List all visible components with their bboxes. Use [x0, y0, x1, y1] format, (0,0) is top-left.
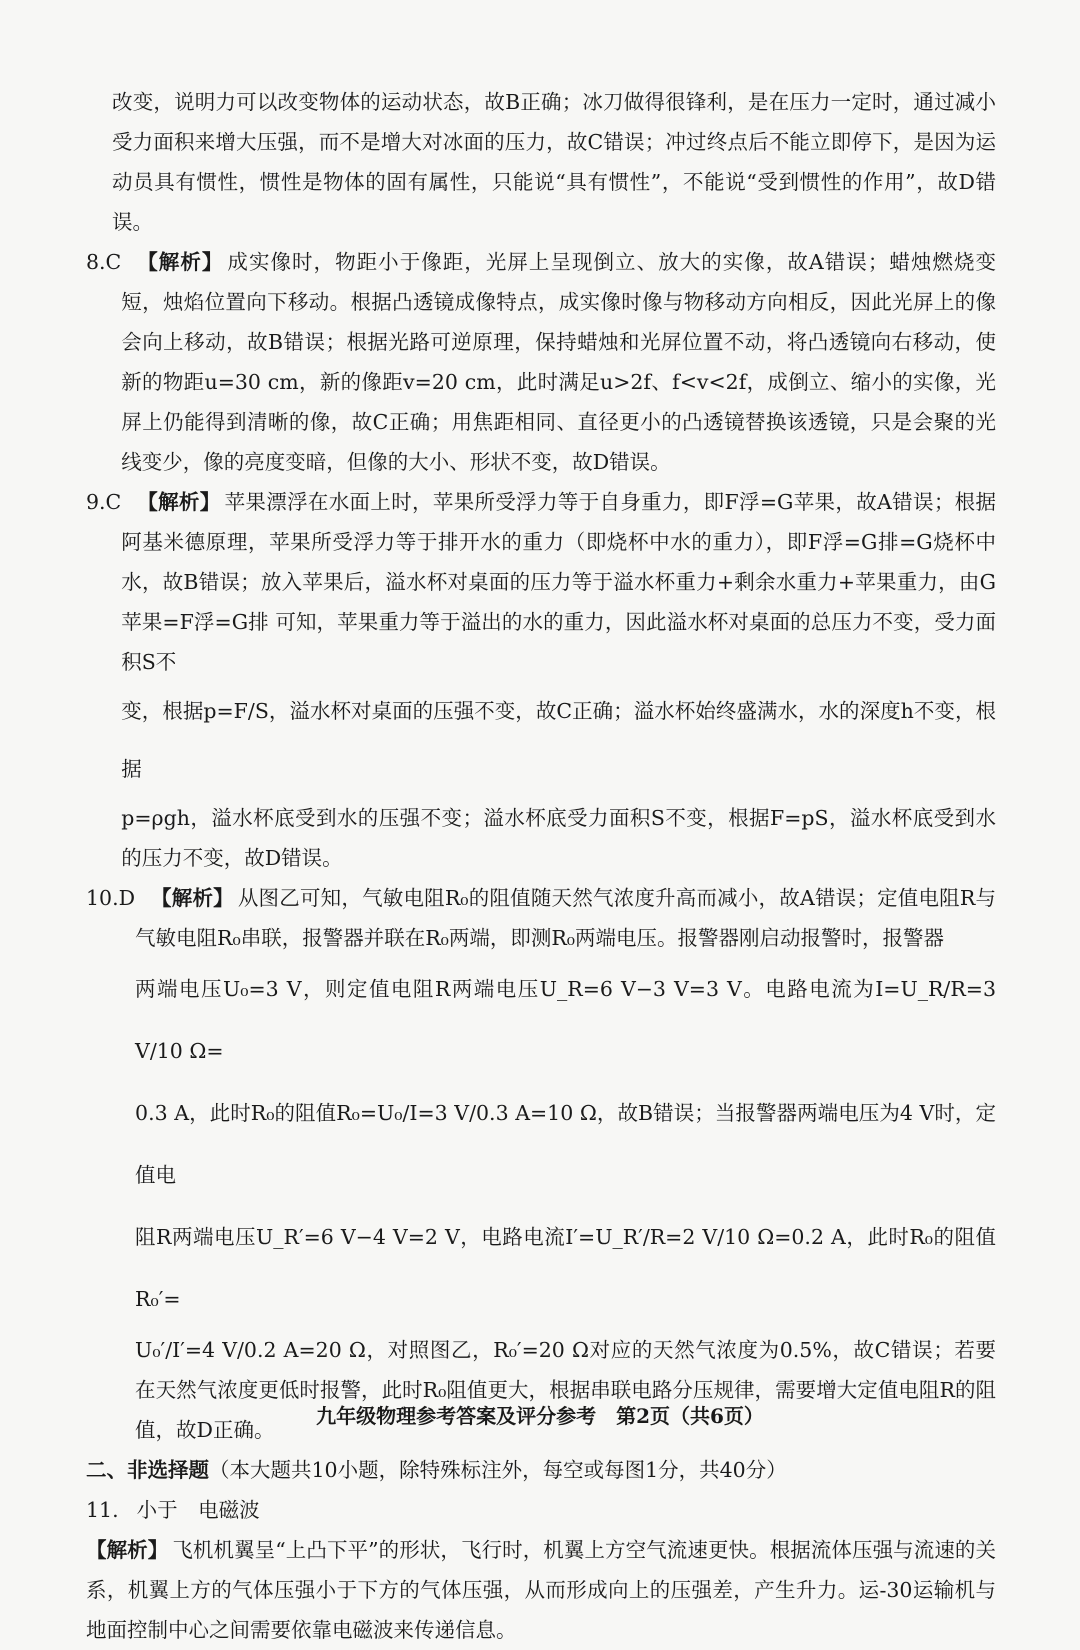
q8-analysis: 成实像时，物距小于像距，光屏上呈现倒立、放大的实像，故A错误；蜡烛燃烧变短，烛焰位置向下移动。根据凸透镜成像特点，成实像时像与物移动方向相反，因此光屏上的像会向上移动，故B错误；根据光路可逆原理，保持蜡烛和光屏位置不动，将凸透镜向右移动，使新的物距u=30 cm，新的像距v=20 cm，此时满足u>2f、f<v<2f，成倒立、缩小的实像，光屏上仍能得到清晰的像，故C正确；用焦距相同、直径更小的凸透镜替换该透镜，只是会聚的光线变少，像的亮度变暗，但像的大小、形状不变，故D错误。 — [121, 250, 996, 474]
q9-number: 9.C — [86, 490, 122, 514]
q11-answer: 小于 电磁波 — [136, 1498, 260, 1522]
q9-item — [86, 482, 996, 878]
q11-number: 11. — [86, 1498, 119, 1522]
section2-note: （本大题共10小题，除特殊标注外，每空或每图1分，共40分） — [209, 1458, 787, 1482]
page-footer: 九年级物理参考答案及评分参考 第2页（共6页） — [316, 1404, 764, 1428]
q8-analysis-tag: 【解析】 — [137, 250, 224, 274]
q11-answer-line — [86, 1490, 996, 1530]
q10-number: 10.D — [86, 886, 136, 910]
q8-number: 8.C — [86, 250, 122, 274]
q8-item — [86, 242, 996, 482]
q9-analysis-part1: 苹果漂浮在水面上时，苹果所受浮力等于自身重力，即F浮=G苹果，故A错误；根据阿基米德原理，苹果所受浮力等于排开水的重力（即烧杯中水的重力），即F浮=G排=G烧杯中水，故B错误；放入苹果后，溢水杯对桌面的压力等于溢水杯重力+剩余水重力+苹果重力，由G苹果=F浮=G排 可知，苹果重力等于溢出的水的重力，因此溢水杯对桌面的总压力不变，受力面积S不 — [121, 490, 996, 674]
q10-analysis-part3: 0.3 A，此时R₀的阻值R₀=U₀/I=3 V/0.3 A=10 Ω，故B错误；当报警器两端电压为4 V时，定值电 — [135, 1101, 996, 1187]
q7-continuation: 改变，说明力可以改变物体的运动状态，故B正确；冰刀做得很锋利，是在压力一定时，通过减小受力面积来增大压强，而不是增大对冰面的压力，故C错误；冲过终点后不能立即停下，是因为运动员具有惯性，惯性是物体的固有属性，只能说“具有惯性”，不能说“受到惯性的作用”，故D错误。 — [112, 90, 996, 234]
q10-analysis-tag: 【解析】 — [151, 886, 234, 910]
q10-item — [86, 878, 996, 1450]
q9-analysis-part3: p=ρgh，溢水杯底受到水的压强不变；溢水杯底受力面积S不变，根据F=pS，溢水杯底受到水的压力不变，故D错误。 — [121, 806, 996, 870]
q11-analysis-tag: 【解析】 — [86, 1538, 169, 1562]
section2-title: 二、非选择题 — [86, 1458, 209, 1482]
q11-analysis-para — [86, 1530, 996, 1650]
q10-analysis-part1: 从图乙可知，气敏电阻R₀的阻值随天然气浓度升高而减小，故A错误；定值电阻R与气敏电阻R₀串联，报警器并联在R₀两端，即测R₀两端电压。报警器刚启动报警时，报警器 — [135, 886, 997, 950]
q9-analysis-tag: 【解析】 — [137, 490, 221, 514]
q10-analysis-part4: 阻R两端电压U_R′=6 V−4 V=2 V，电路电流I′=U_R′/R=2 V/10 Ω=0.2 A，此时R₀的阻值R₀′= — [135, 1225, 996, 1311]
section2-heading — [86, 1450, 996, 1490]
q10-analysis-part2: 两端电压U₀=3 V，则定值电阻R两端电压U_R=6 V−3 V=3 V。电路电流为I=U_R/R=3 V/10 Ω= — [135, 977, 996, 1063]
q9-analysis-part2: 变，根据p=F/S，溢水杯对桌面的压强不变，故C正确；溢水杯始终盛满水，水的深度h不变，根据 — [121, 699, 996, 781]
q10-analysis-part5: U₀′/I′=4 V/0.2 A=20 Ω，对照图乙，R₀′=20 Ω对应的天然气浓度为0.5%，故C错误；若要在天然气浓度更低时报警，此时R₀阻值更大，根据串联电路分压规律，需要增大定值电阻R的阻值，故D正确。 — [135, 1338, 996, 1442]
q11-analysis: 飞机机翼呈“上凸下平”的形状，飞行时，机翼上方空气流速更快。根据流体压强与流速的关系，机翼上方的气体压强小于下方的气体压强，从而形成向上的压强差，产生升力。运-30运输机与地面控制中心之间需要依靠电磁波来传递信息。 — [86, 1538, 996, 1642]
